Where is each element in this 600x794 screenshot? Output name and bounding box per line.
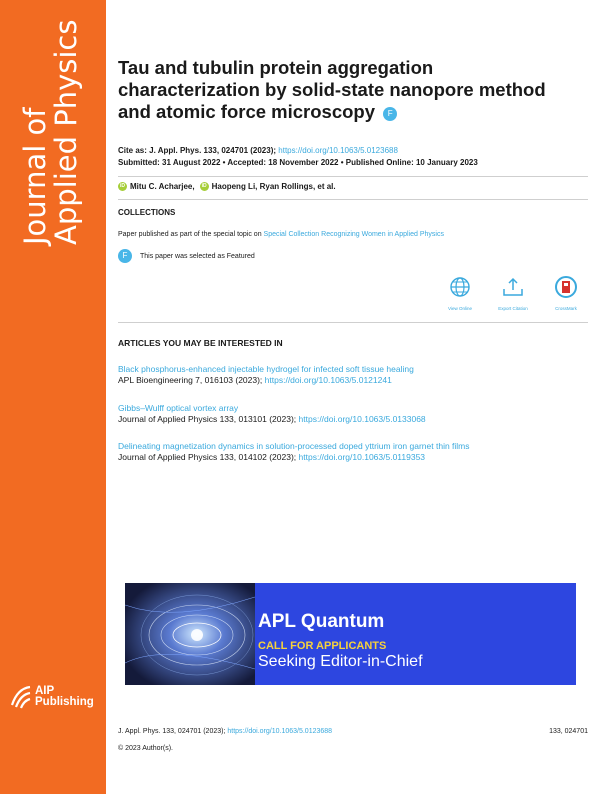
journal-name	[20, 20, 82, 246]
related-article-title[interactable]: Black phosphorus-enhanced injectable hydrogel for infected soft tissue healing	[118, 364, 414, 374]
author-list	[118, 182, 336, 191]
related-article	[118, 364, 558, 386]
footer-page: 133, 024701	[549, 728, 588, 735]
collection-note-prefix: Paper published as part of the special topic on	[118, 231, 262, 238]
export-icon	[501, 275, 525, 299]
aip-publishing-logo[interactable]	[10, 685, 94, 709]
article-title	[118, 57, 558, 123]
related-article	[118, 403, 558, 425]
cite-as-label: Cite as:	[118, 146, 147, 155]
crossmark-button[interactable]	[549, 275, 583, 311]
related-article-citation	[118, 375, 558, 386]
collection-note	[118, 231, 444, 238]
author-1[interactable]: Mitu C. Acharjee,	[130, 182, 195, 191]
related-article-title[interactable]: Gibbs–Wulff optical vortex array	[118, 403, 239, 413]
related-article-ref: Journal of Applied Physics 133, 013101 (2023);	[118, 414, 297, 424]
copyright: © 2023 Author(s).	[118, 745, 173, 752]
featured-note	[118, 249, 255, 263]
globe-icon	[448, 275, 472, 299]
related-article-ref: APL Bioengineering 7, 016103 (2023);	[118, 375, 263, 385]
footer-citation	[118, 728, 332, 735]
related-article-doi[interactable]: https://doi.org/10.1063/5.0133068	[298, 414, 426, 424]
author-2[interactable]: Haopeng Li, Ryan Rollings, et al.	[211, 182, 336, 191]
article-doi-link[interactable]: https://doi.org/10.1063/5.0123688	[278, 146, 398, 155]
journal-sidebar	[0, 0, 106, 794]
featured-icon[interactable]: F	[118, 249, 132, 263]
orcid-icon[interactable]: iD	[201, 183, 207, 189]
related-article-doi[interactable]: https://doi.org/10.1063/5.0119353	[298, 452, 426, 462]
related-article	[118, 441, 558, 463]
divider	[118, 322, 588, 323]
export-citation-button[interactable]	[496, 275, 530, 311]
featured-icon[interactable]: F	[383, 107, 397, 121]
related-article-title[interactable]: Delineating magnetization dynamics in solution-processed doped yttrium iron garnet thin films	[118, 441, 470, 451]
divider	[118, 199, 588, 200]
banner-title: APL Quantum	[258, 611, 385, 632]
quantum-art-image	[125, 583, 255, 685]
crossmark-label: CrossMark	[555, 306, 577, 311]
cite-as-value: J. Appl. Phys. 133, 024701 (2023);	[149, 146, 277, 155]
orcid-icon[interactable]: iD	[120, 183, 125, 189]
related-article-citation	[118, 452, 558, 463]
view-online-label: View Online	[448, 306, 472, 311]
aip-logo-line1: AIP	[35, 685, 55, 697]
special-collection-link[interactable]: Special Collection Recognizing Women in Applied Physics	[263, 231, 444, 238]
publication-dates: Submitted: 31 August 2022 • Accepted: 18 November 2022 • Published Online: 10 January 2023	[118, 158, 478, 167]
related-articles-heading: ARTICLES YOU MAY BE INTERESTED IN	[118, 338, 283, 348]
featured-note-text: This paper was selected as Featured	[140, 252, 255, 260]
export-citation-label: Export Citation	[498, 306, 528, 311]
aip-logo-line2: Publishing	[35, 696, 94, 708]
article-title-text: Tau and tubulin protein aggregation characterization by solid-state nanopore method and atomic force microscopy	[118, 57, 546, 122]
banner-subtitle: Seeking Editor-in-Chief	[258, 653, 423, 670]
view-online-button[interactable]	[443, 275, 477, 311]
related-article-doi[interactable]: https://doi.org/10.1063/5.0121241	[264, 375, 392, 385]
related-article-citation	[118, 414, 558, 425]
collections-heading: COLLECTIONS	[118, 208, 176, 217]
journal-name-line1: Journal of	[18, 107, 52, 245]
aip-logo-icon	[10, 685, 32, 709]
footer-cite: J. Appl. Phys. 133, 024701 (2023);	[118, 728, 226, 735]
journal-name-line2: Applied Physics	[49, 19, 83, 245]
related-article-ref: Journal of Applied Physics 133, 014102 (2023);	[118, 452, 297, 462]
footer-doi-link[interactable]: https://doi.org/10.1063/5.0123688	[227, 728, 333, 735]
crossmark-icon	[554, 275, 578, 299]
divider	[118, 176, 588, 177]
apl-quantum-banner[interactable]	[125, 583, 576, 685]
banner-cta: CALL FOR APPLICANTS	[258, 640, 387, 652]
citation-block	[118, 145, 478, 169]
